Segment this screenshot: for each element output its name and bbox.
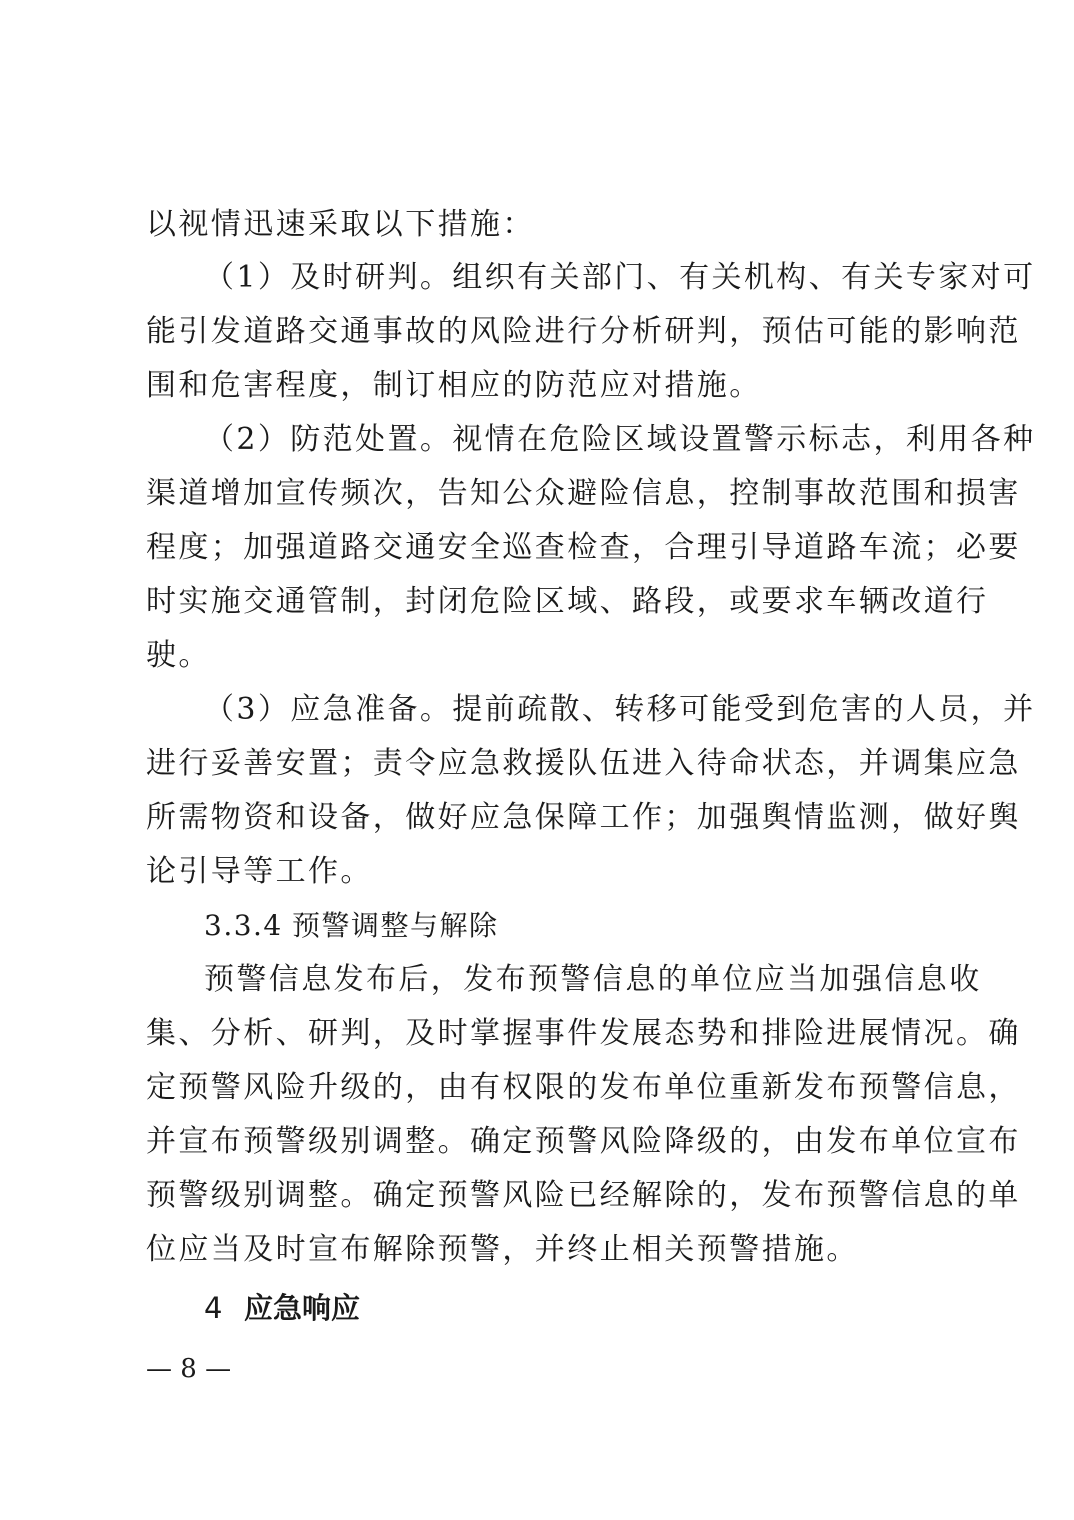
paragraph-line: 预警级别调整。确定预警风险已经解除的，发布预警信息的单	[146, 1178, 1021, 1213]
paragraph-line: 时实施交通管制，封闭危险区域、路段，或要求车辆改道行	[146, 584, 989, 619]
section-number: 4	[204, 1291, 223, 1325]
paragraph-line: 所需物资和设备，做好应急保障工作；加强舆情监测，做好舆	[146, 800, 1021, 835]
subsection-heading	[204, 906, 499, 946]
section-heading	[204, 1288, 360, 1328]
paragraph-line: 并宣布预警级别调整。确定预警风险降级的，由发布单位宣布	[146, 1124, 1021, 1159]
paragraph-line: 论引导等工作。	[146, 854, 373, 889]
paragraph-line: 渠道增加宣传频次，告知公众避险信息，控制事故范围和损害	[146, 476, 1021, 511]
page-number: — 8 —	[146, 1354, 232, 1384]
subsection-title: 预警调整与解除	[292, 909, 499, 942]
paragraph-line: （2）防范处置。视情在危险区域设置警示标志，利用各种	[204, 422, 1036, 457]
paragraph-line: 以视情迅速采取以下措施：	[146, 207, 535, 242]
paragraph-line: （3）应急准备。提前疏散、转移可能受到危害的人员，并	[204, 692, 1036, 727]
paragraph-line: 能引发道路交通事故的风险进行分析研判，预估可能的影响范	[146, 314, 1021, 349]
paragraph-line: 进行妥善安置；责令应急救援队伍进入待命状态，并调集应急	[146, 746, 1021, 781]
subsection-number: 3.3.4	[204, 909, 283, 942]
paragraph-line: 围和危害程度，制订相应的防范应对措施。	[146, 368, 762, 403]
paragraph-line: 定预警风险升级的，由有权限的发布单位重新发布预警信息，	[146, 1070, 1021, 1105]
paragraph-line: 程度；加强道路交通安全巡查检查，合理引导道路车流；必要	[146, 530, 1021, 565]
paragraph-line: 预警信息发布后，发布预警信息的单位应当加强信息收	[204, 962, 982, 997]
paragraph-line: （1）及时研判。组织有关部门、有关机构、有关专家对可	[204, 260, 1036, 295]
paragraph-line: 驶。	[146, 638, 211, 673]
paragraph-line: 位应当及时宣布解除预警，并终止相关预警措施。	[146, 1232, 859, 1267]
paragraph-line: 集、分析、研判，及时掌握事件发展态势和排险进展情况。确	[146, 1016, 1021, 1051]
section-title: 应急响应	[244, 1291, 361, 1325]
